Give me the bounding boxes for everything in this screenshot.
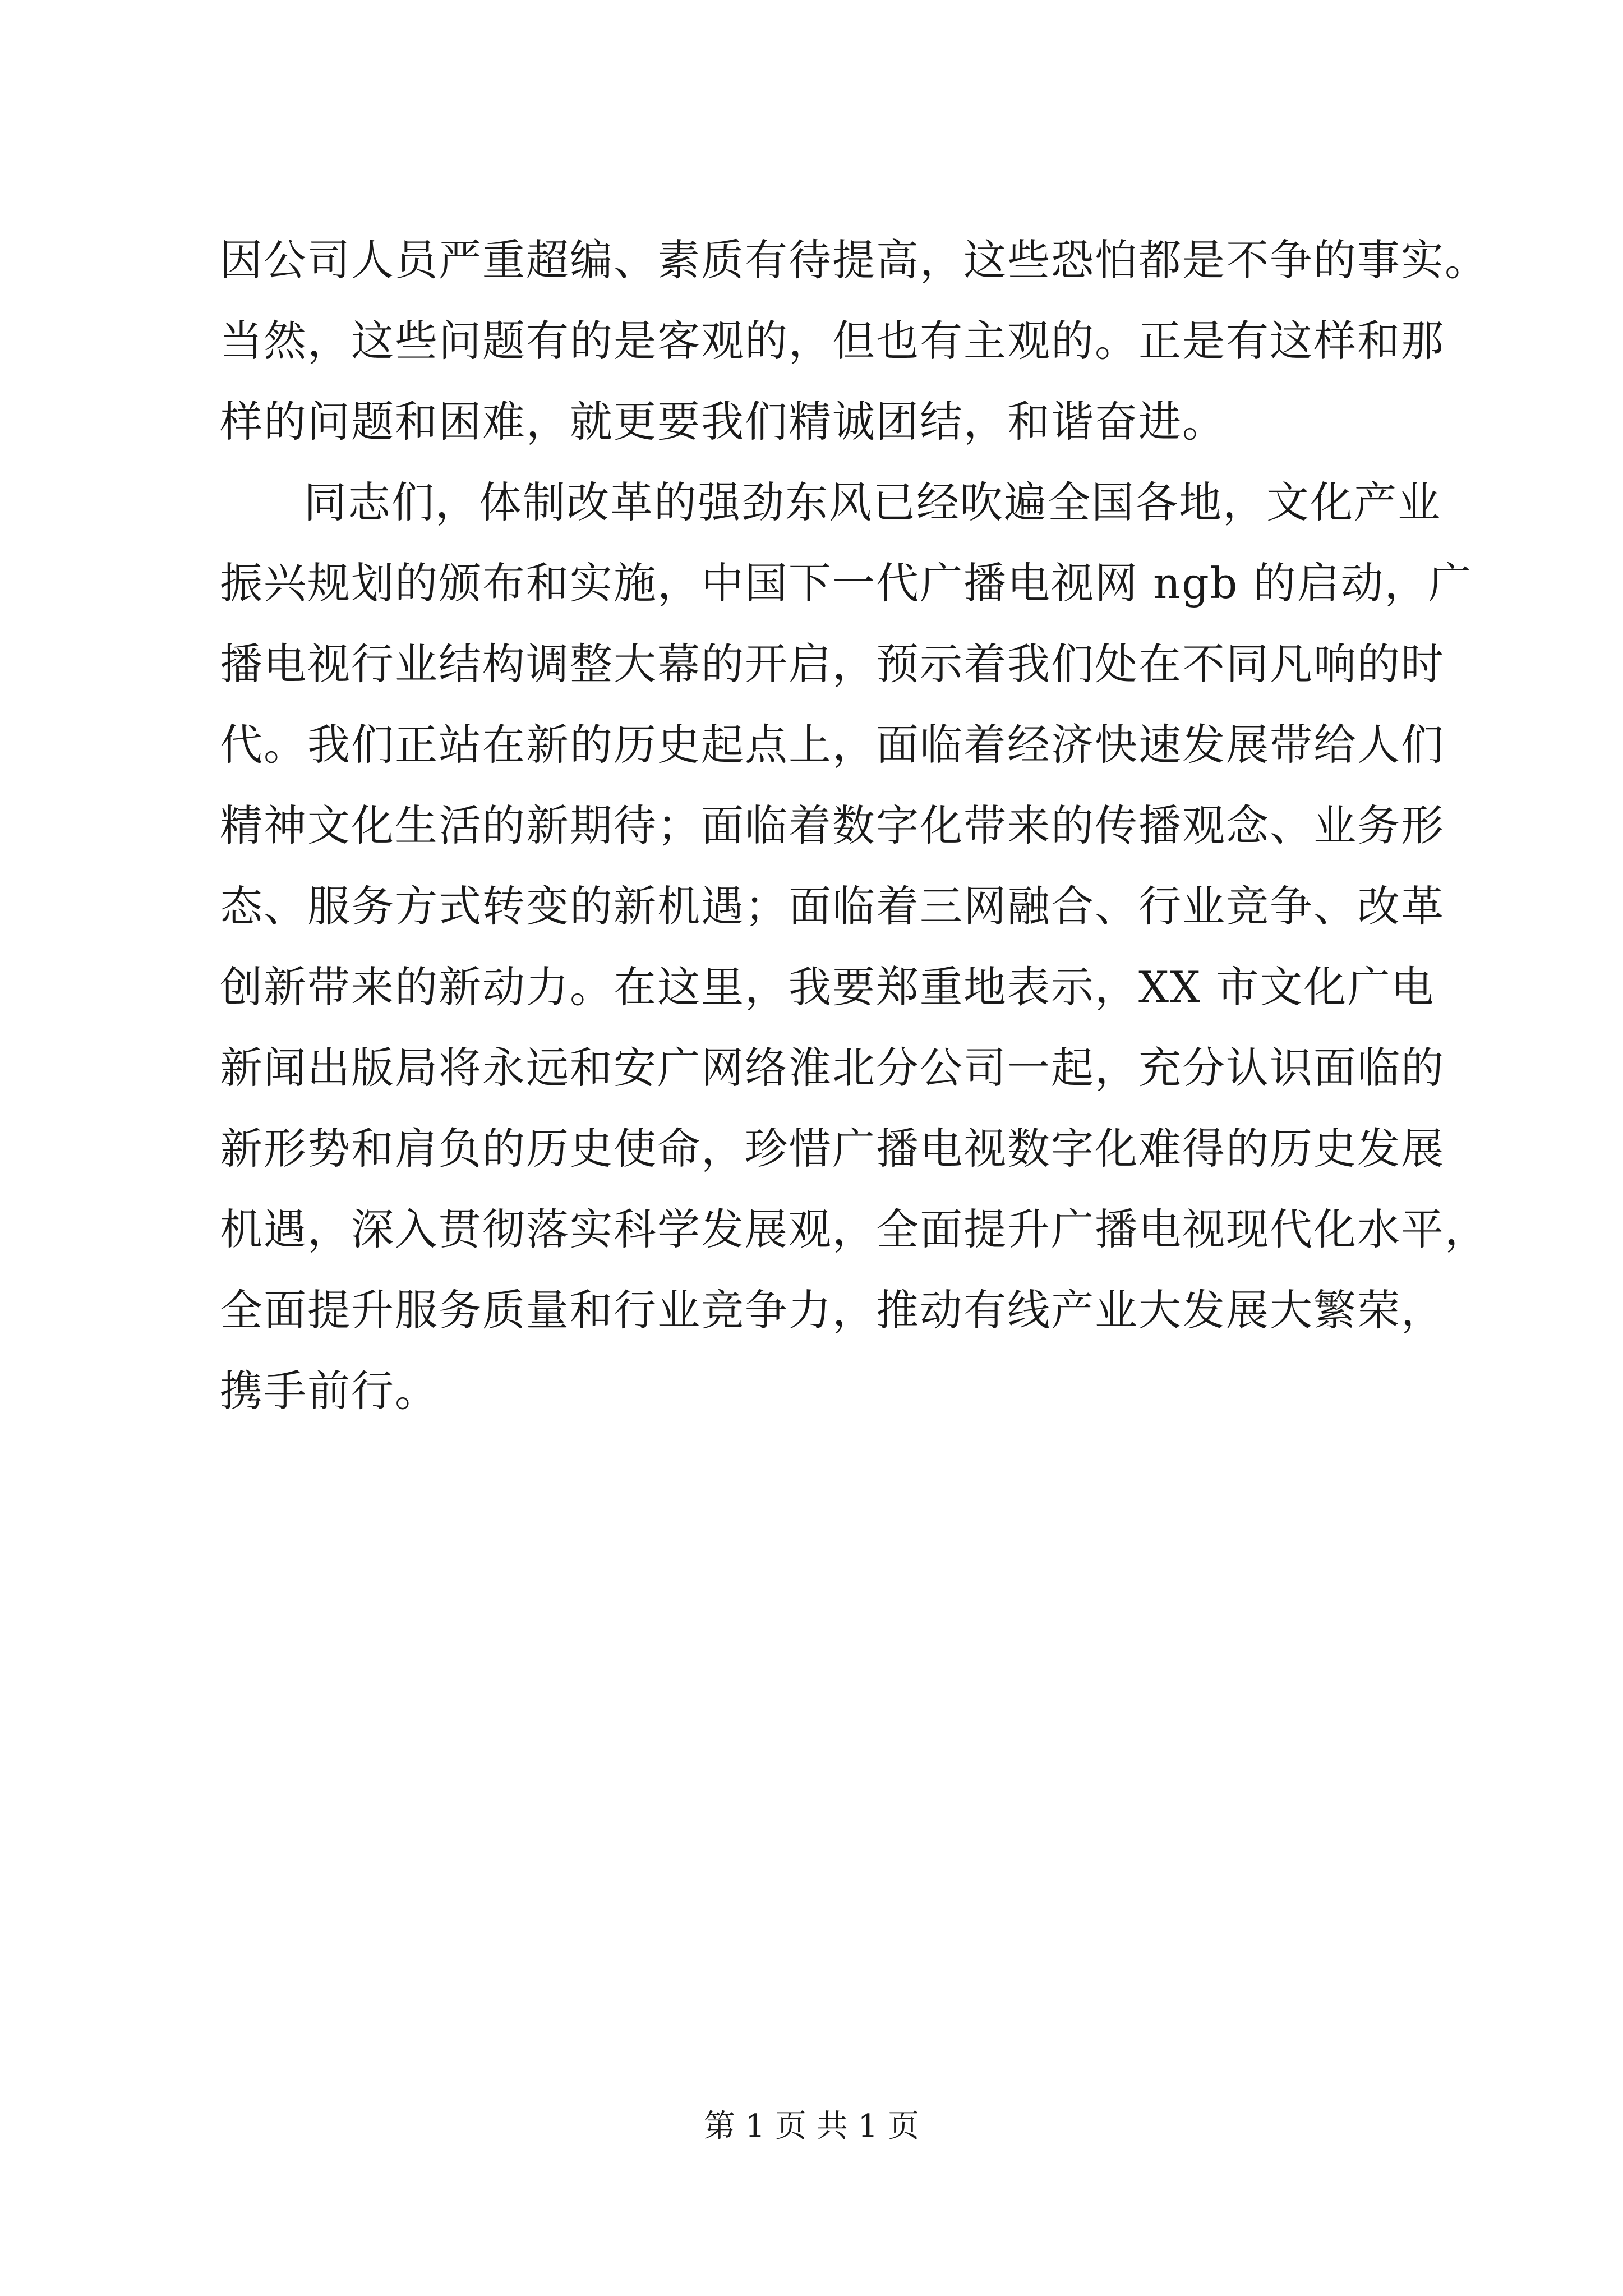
- text-line: 当然，这些问题有的是客观的，但也有主观的。正是有这样和那: [220, 316, 1445, 366]
- text-line: 新闻出版局将永远和安广网络淮北分公司一起，充分认识面临的: [220, 1043, 1445, 1093]
- text-line: 机遇，深入贯彻落实科学发展观，全面提升广播电视现代化水平，: [220, 1204, 1488, 1254]
- page-footer: 第 1 页 共 1 页: [703, 2108, 920, 2145]
- text-line: 同志们，体制改革的强劲东风已经吹遍全国各地，文化产业: [304, 477, 1441, 527]
- text-line: 样的问题和困难，就更要我们精诚团结，和谐奋进。: [220, 397, 1226, 447]
- text-line: 振兴规划的颁布和实施，中国下一代广播电视网 ngb 的启动，广: [220, 558, 1472, 608]
- text-line: 创新带来的新动力。在这里，我要郑重地表示，XX 市文化广电: [220, 962, 1435, 1012]
- text-line: 播电视行业结构调整大幕的开启，预示着我们处在不同凡响的时: [220, 639, 1445, 689]
- text-line: 态、服务方式转变的新机遇；面临着三网融合、行业竞争、改革: [220, 881, 1445, 931]
- text-line: 全面提升服务质量和行业竞争力，推动有线产业大发展大繁荣，: [220, 1285, 1445, 1335]
- body-text: [220, 220, 1488, 1432]
- text-line: 精神文化生活的新期待；面临着数字化带来的传播观念、业务形: [220, 800, 1445, 850]
- text-line: 因公司人员严重超编、素质有待提高，这些恐怕都是不争的事实。: [220, 235, 1488, 285]
- text-line: 新形势和肩负的历史使命，珍惜广播电视数字化难得的历史发展: [220, 1124, 1445, 1174]
- text-line: 携手前行。: [220, 1366, 439, 1416]
- text-line: 代。我们正站在新的历史起点上，面临着经济快速发展带给人们: [220, 720, 1445, 770]
